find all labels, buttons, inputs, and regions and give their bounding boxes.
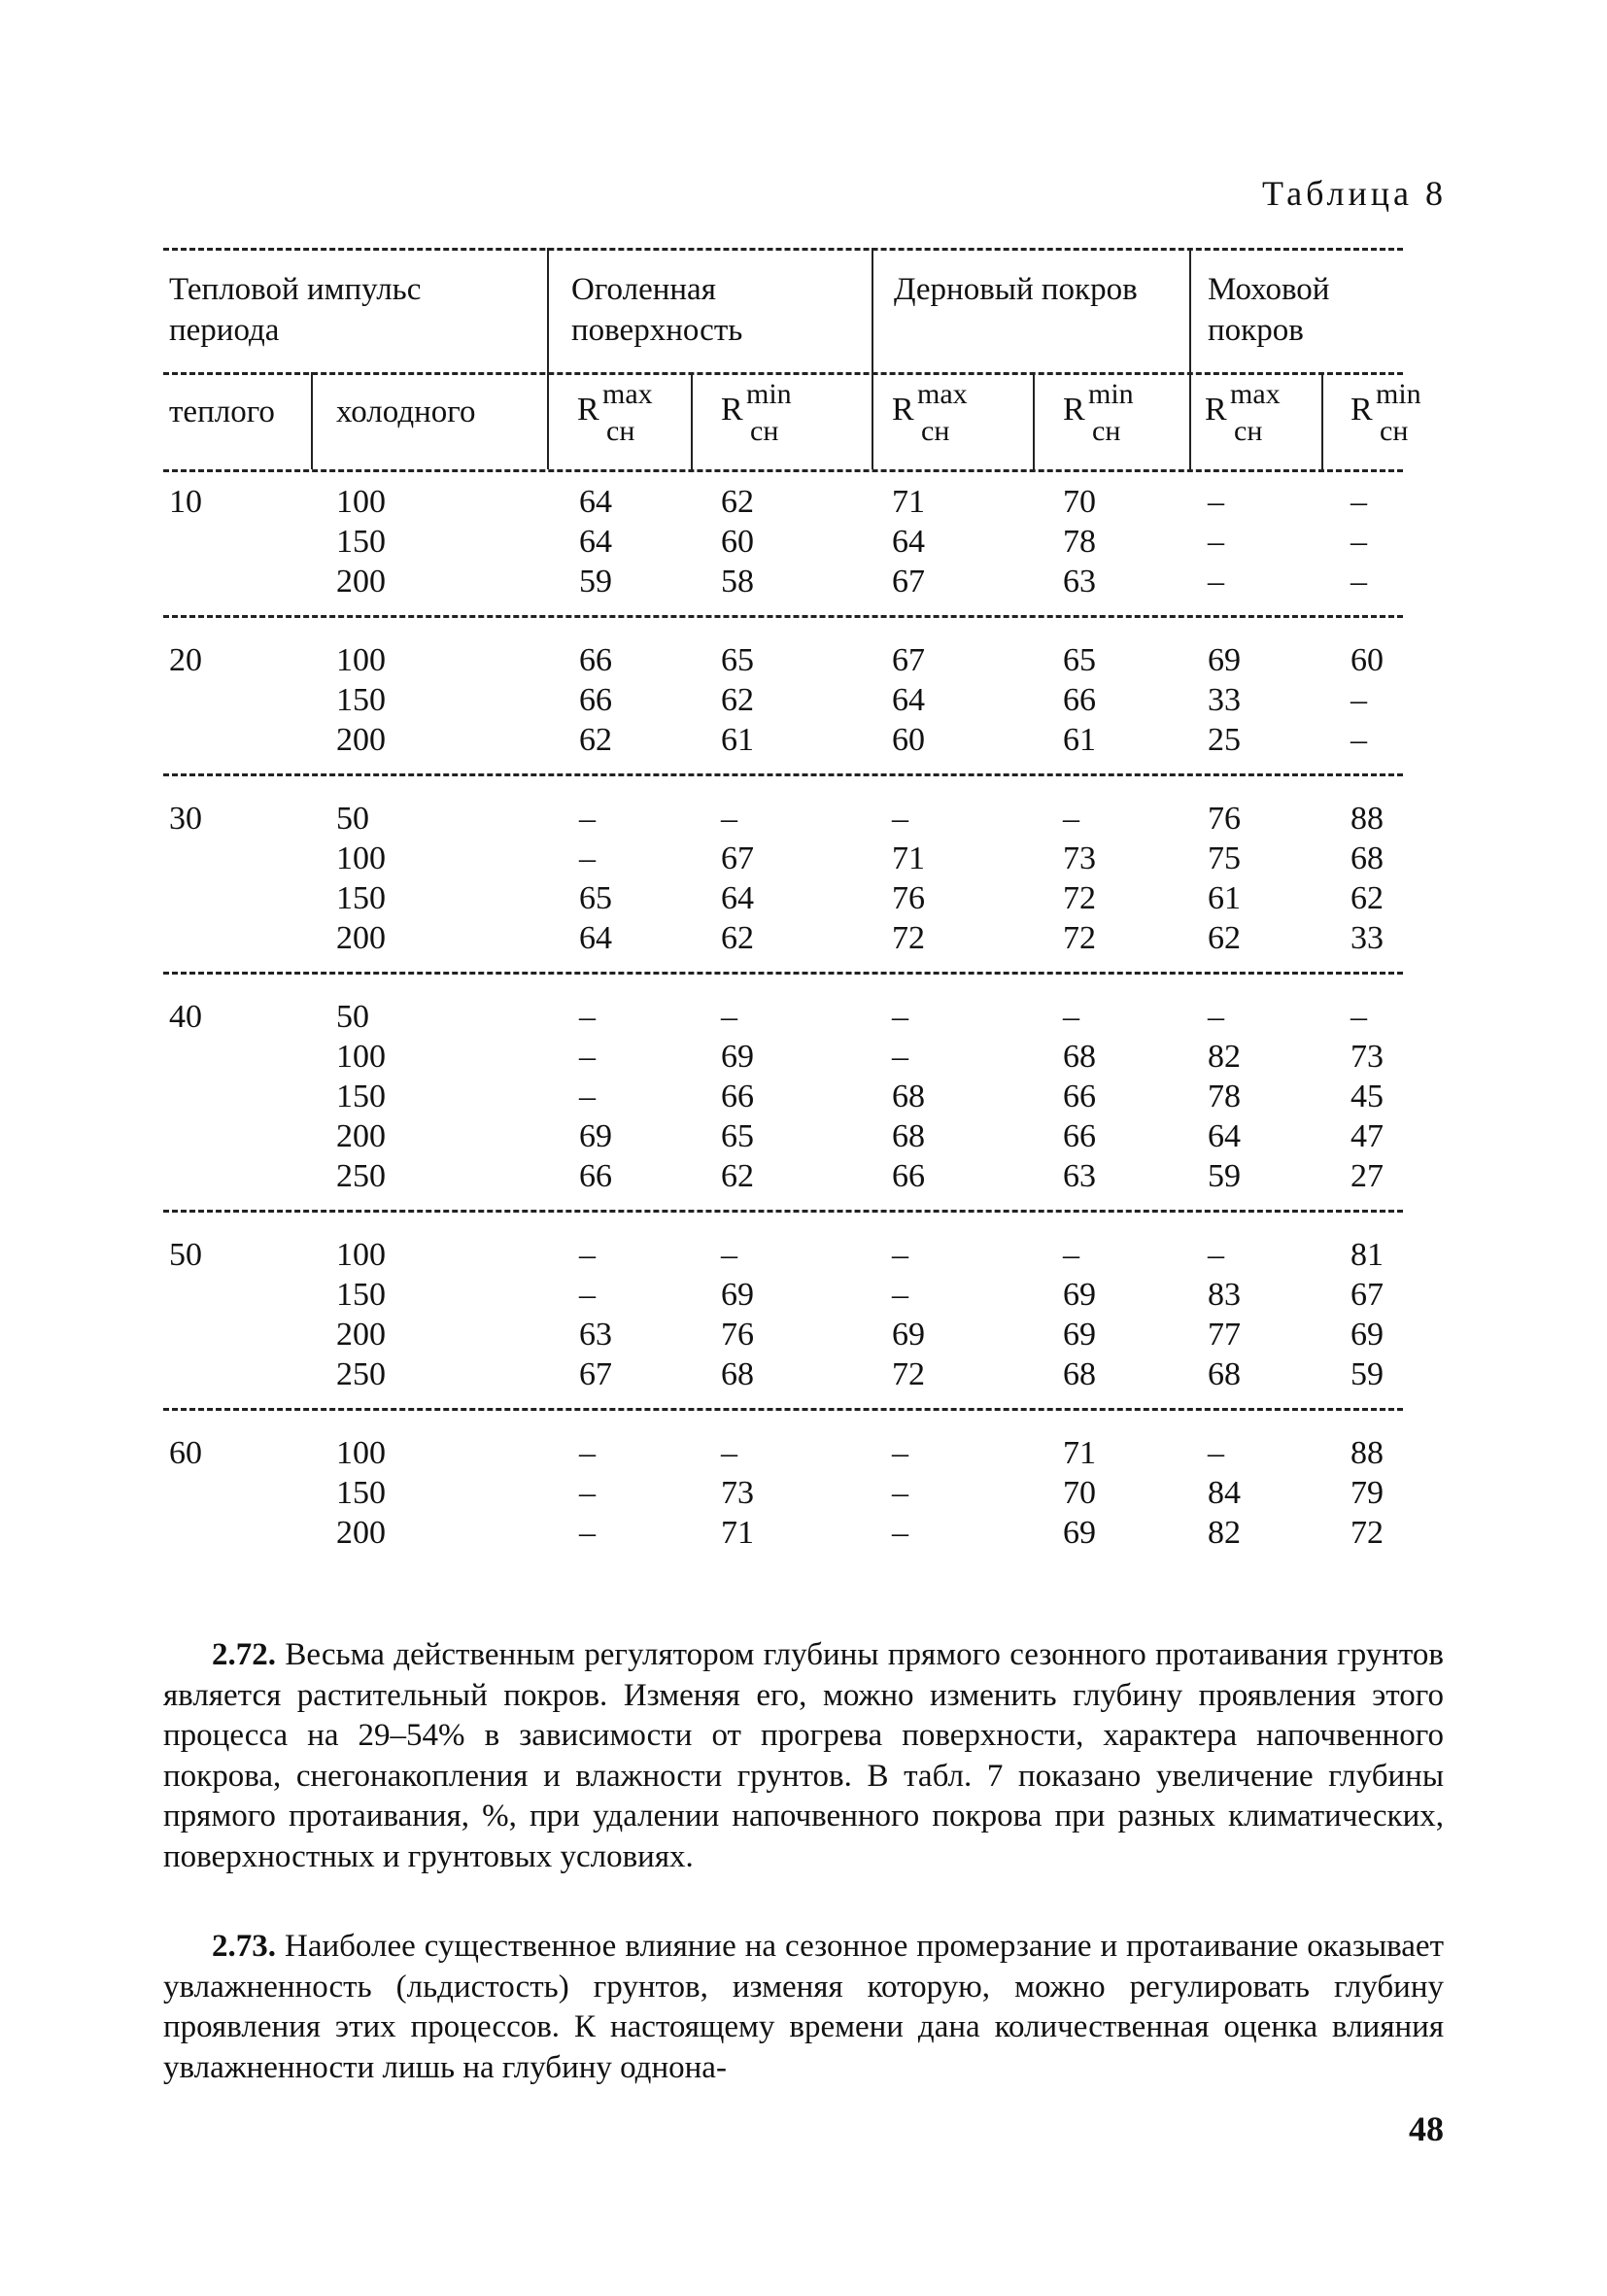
cold-value: 200: [336, 1118, 386, 1154]
table-cell: 65: [721, 642, 754, 678]
bare-surface-header: Оголенная поверхность: [571, 272, 743, 348]
cold-value: 250: [336, 1356, 386, 1392]
table-cell: –: [1208, 1237, 1224, 1273]
table-cell: –: [579, 1039, 596, 1075]
cold-value: 100: [336, 1039, 386, 1075]
paragraph-text: Наиболее существенное влияние на сезонное промерзание и протаивание оказывает увлажненность (льдистость) грунтов, изменяя которую, можно регулировать глубину проявления этих процессов. К настоящему времени дана количественная оценка влияния увлажненности лишь на глубину однона-: [163, 1929, 1444, 2085]
table-cell: 33: [1208, 682, 1241, 718]
r-subscript: сн: [921, 415, 950, 447]
cold-value: 100: [336, 1237, 386, 1273]
turf-cover-header: Дерновый покров: [894, 272, 1138, 307]
table-cell: 78: [1208, 1079, 1241, 1114]
table-cell: 62: [721, 920, 754, 956]
table-cell: 69: [579, 1118, 612, 1154]
warm-value: 60: [169, 1435, 202, 1471]
table-cell: 70: [1063, 1475, 1096, 1511]
table-cell: 67: [892, 564, 925, 600]
table-cell: 61: [1063, 722, 1096, 758]
table-cell: –: [579, 1475, 596, 1511]
cold-value: 150: [336, 682, 386, 718]
table-cell: 66: [1063, 1118, 1096, 1154]
table-cell: 81: [1351, 1237, 1384, 1273]
table-cell: 58: [721, 564, 754, 600]
table-cell: 72: [1351, 1515, 1384, 1551]
table-cell: 68: [1063, 1039, 1096, 1075]
table-cell: 69: [1063, 1515, 1096, 1551]
table-cell: –: [1351, 999, 1367, 1035]
table-cell: –: [579, 1435, 596, 1471]
table-cell: 73: [1351, 1039, 1384, 1075]
table-cell: 66: [579, 682, 612, 718]
paragraph-number: 2.72.: [212, 1637, 276, 1672]
table-cell: 62: [721, 682, 754, 718]
header-divider: [311, 372, 313, 469]
table-cell: 82: [1208, 1039, 1241, 1075]
r-superscript: min: [746, 378, 792, 410]
table-cell: 71: [1063, 1435, 1096, 1471]
table-cell: 77: [1208, 1317, 1241, 1353]
r-superscript: min: [1088, 378, 1134, 410]
cold-value: 100: [336, 1435, 386, 1471]
table-cell: –: [1208, 999, 1224, 1035]
table-cell: –: [1208, 1435, 1224, 1471]
table-cell: 66: [1063, 682, 1096, 718]
table-cell: 68: [1063, 1356, 1096, 1392]
cold-period-header: холодного: [336, 394, 476, 429]
table-cell: 78: [1063, 524, 1096, 560]
table-cell: 79: [1351, 1475, 1384, 1511]
table-cell: –: [579, 801, 596, 837]
table-cell: 64: [579, 524, 612, 560]
table-cell: 64: [579, 920, 612, 956]
table-cell: –: [892, 1475, 908, 1511]
table-cell: 62: [1351, 880, 1384, 916]
table-cell: 63: [1063, 564, 1096, 600]
heat-impulse-header: Тепловой импульс периода: [169, 272, 422, 348]
header-top-rule: [163, 248, 1403, 251]
table-cell: 62: [721, 484, 754, 520]
table-cell: 88: [1351, 801, 1384, 837]
table-cell: 65: [1063, 642, 1096, 678]
cold-value: 100: [336, 840, 386, 876]
table-cell: 67: [1351, 1277, 1384, 1313]
page-number: 48: [1409, 2109, 1444, 2148]
cold-value: 250: [336, 1158, 386, 1194]
r-subscript: сн: [750, 415, 779, 447]
table-cell: –: [1351, 524, 1367, 560]
group-separator: [163, 773, 1403, 776]
cold-value: 50: [336, 801, 369, 837]
table-cell: 62: [579, 722, 612, 758]
table-cell: 64: [892, 524, 925, 560]
cold-value: 100: [336, 642, 386, 678]
table-cell: 60: [1351, 642, 1384, 678]
table-cell: 71: [892, 840, 925, 876]
header-divider: [547, 248, 549, 469]
table-cell: –: [1063, 1237, 1079, 1273]
header-divider: [691, 372, 693, 469]
header-divider: [1189, 248, 1191, 469]
table-cell: 68: [1208, 1356, 1241, 1392]
table-cell: 72: [892, 1356, 925, 1392]
table-cell: –: [892, 1039, 908, 1075]
table-cell: –: [579, 840, 596, 876]
r-superscript: max: [1230, 378, 1281, 410]
table-cell: –: [579, 1079, 596, 1114]
paragraph-2-72: [163, 1635, 1444, 1877]
table-cell: 70: [1063, 484, 1096, 520]
table-cell: 60: [892, 722, 925, 758]
table-cell: 63: [579, 1317, 612, 1353]
table-cell: 69: [1208, 642, 1241, 678]
table-cell: –: [892, 1277, 908, 1313]
table-cell: 67: [721, 840, 754, 876]
warm-value: 20: [169, 642, 202, 678]
table-cell: 47: [1351, 1118, 1384, 1154]
r-superscript: min: [1376, 378, 1421, 410]
table-cell: 67: [892, 642, 925, 678]
warm-value: 40: [169, 999, 202, 1035]
r-subscript: сн: [1234, 415, 1263, 447]
table-cell: –: [579, 1515, 596, 1551]
group-separator: [163, 1408, 1403, 1411]
cold-value: 200: [336, 1515, 386, 1551]
paragraph-2-73: [163, 1927, 1444, 2088]
table-cell: –: [1351, 682, 1367, 718]
table-cell: 71: [721, 1515, 754, 1551]
table-cell: 68: [892, 1079, 925, 1114]
header-divider: [1321, 372, 1323, 469]
header-bottom-rule: [163, 469, 1403, 472]
table-cell: –: [892, 801, 908, 837]
warm-value: 30: [169, 801, 202, 837]
table-cell: 72: [892, 920, 925, 956]
header-divider: [1033, 372, 1035, 469]
r-base: R: [577, 392, 599, 428]
moss-cover-header: Моховой покров: [1208, 272, 1330, 348]
table-cell: 82: [1208, 1515, 1241, 1551]
table-cell: 68: [721, 1356, 754, 1392]
cold-value: 50: [336, 999, 369, 1035]
table-cell: 76: [1208, 801, 1241, 837]
r-base: R: [892, 392, 914, 428]
table-cell: 75: [1208, 840, 1241, 876]
table-cell: 62: [721, 1158, 754, 1194]
table-cell: 69: [1063, 1277, 1096, 1313]
table-cell: 73: [721, 1475, 754, 1511]
cold-value: 100: [336, 484, 386, 520]
group-separator: [163, 615, 1403, 618]
r-subscript: сн: [1380, 415, 1409, 447]
table-cell: –: [892, 1237, 908, 1273]
table-cell: –: [721, 1237, 737, 1273]
cold-value: 150: [336, 524, 386, 560]
table-cell: 27: [1351, 1158, 1384, 1194]
r-base: R: [1063, 392, 1085, 428]
table-cell: –: [1351, 722, 1367, 758]
table-cell: 59: [1208, 1158, 1241, 1194]
table-cell: –: [892, 999, 908, 1035]
table-cell: 33: [1351, 920, 1384, 956]
table-cell: –: [579, 1277, 596, 1313]
header-divider: [872, 248, 873, 469]
group-separator: [163, 972, 1403, 975]
table-cell: 84: [1208, 1475, 1241, 1511]
cold-value: 200: [336, 564, 386, 600]
table-cell: 69: [721, 1277, 754, 1313]
table-cell: –: [1208, 484, 1224, 520]
warm-value: 50: [169, 1237, 202, 1273]
table-cell: 59: [579, 564, 612, 600]
table-cell: 72: [1063, 880, 1096, 916]
table-cell: 66: [579, 1158, 612, 1194]
table-cell: –: [1351, 484, 1367, 520]
warm-value: 10: [169, 484, 202, 520]
cold-value: 150: [336, 1475, 386, 1511]
header-mid-rule: [163, 372, 1403, 375]
table-cell: 62: [1208, 920, 1241, 956]
table-cell: 45: [1351, 1079, 1384, 1114]
table-cell: 65: [721, 1118, 754, 1154]
table-cell: –: [1063, 801, 1079, 837]
r-superscript: max: [917, 378, 968, 410]
table-cell: –: [721, 801, 737, 837]
r-superscript: max: [602, 378, 653, 410]
table-cell: 64: [579, 484, 612, 520]
table-cell: 64: [892, 682, 925, 718]
table-caption: Таблица 8: [1262, 174, 1447, 213]
paragraph-number: 2.73.: [212, 1929, 276, 1964]
table-cell: –: [1208, 524, 1224, 560]
r-subscript: сн: [1092, 415, 1121, 447]
warm-period-header: теплого: [169, 394, 275, 429]
table-cell: 65: [579, 880, 612, 916]
table-cell: 63: [1063, 1158, 1096, 1194]
table-cell: –: [1351, 564, 1367, 600]
table-cell: –: [892, 1515, 908, 1551]
r-base: R: [721, 392, 743, 428]
table-cell: –: [579, 999, 596, 1035]
table-cell: 69: [1063, 1317, 1096, 1353]
table-cell: 69: [721, 1039, 754, 1075]
table-cell: 67: [579, 1356, 612, 1392]
cold-value: 150: [336, 880, 386, 916]
table-cell: 83: [1208, 1277, 1241, 1313]
table-cell: 61: [721, 722, 754, 758]
table-cell: 66: [1063, 1079, 1096, 1114]
table-cell: 59: [1351, 1356, 1384, 1392]
table-cell: 76: [892, 880, 925, 916]
table-cell: –: [1063, 999, 1079, 1035]
r-subscript: сн: [606, 415, 635, 447]
group-separator: [163, 1210, 1403, 1213]
table-cell: 88: [1351, 1435, 1384, 1471]
cold-value: 200: [336, 920, 386, 956]
cold-value: 150: [336, 1277, 386, 1313]
table-cell: 60: [721, 524, 754, 560]
table-cell: –: [721, 1435, 737, 1471]
cold-value: 200: [336, 1317, 386, 1353]
table-cell: –: [892, 1435, 908, 1471]
table-cell: 68: [1351, 840, 1384, 876]
table-cell: 66: [721, 1079, 754, 1114]
r-base: R: [1205, 392, 1227, 428]
table-cell: –: [579, 1237, 596, 1273]
cold-value: 150: [336, 1079, 386, 1114]
table-cell: 72: [1063, 920, 1096, 956]
table-cell: –: [721, 999, 737, 1035]
table-cell: 71: [892, 484, 925, 520]
r-base: R: [1351, 392, 1373, 428]
table-cell: 73: [1063, 840, 1096, 876]
table-cell: –: [1208, 564, 1224, 600]
table-cell: 61: [1208, 880, 1241, 916]
table-cell: 64: [721, 880, 754, 916]
table-cell: 69: [1351, 1317, 1384, 1353]
cold-value: 200: [336, 722, 386, 758]
table-cell: 25: [1208, 722, 1241, 758]
table-cell: 64: [1208, 1118, 1241, 1154]
paragraph-text: Весьма действенным регулятором глубины прямого сезонного протаивания грунтов является растительный покров. Изменяя его, можно изменить глубину проявления этого процесса на 29–54% в зависимости от прогрева поверхности, характера напочвенного покрова, снегонакопления и влажности грунтов. В табл. 7 показано увеличение глубины прямого протаивания, %, при удалении напочвенного покрова при разных климатических, поверхностных и грунтовых условиях.: [163, 1637, 1444, 1874]
table-cell: 68: [892, 1118, 925, 1154]
table-cell: 76: [721, 1317, 754, 1353]
table-cell: 69: [892, 1317, 925, 1353]
table-cell: 66: [579, 642, 612, 678]
table-cell: 66: [892, 1158, 925, 1194]
